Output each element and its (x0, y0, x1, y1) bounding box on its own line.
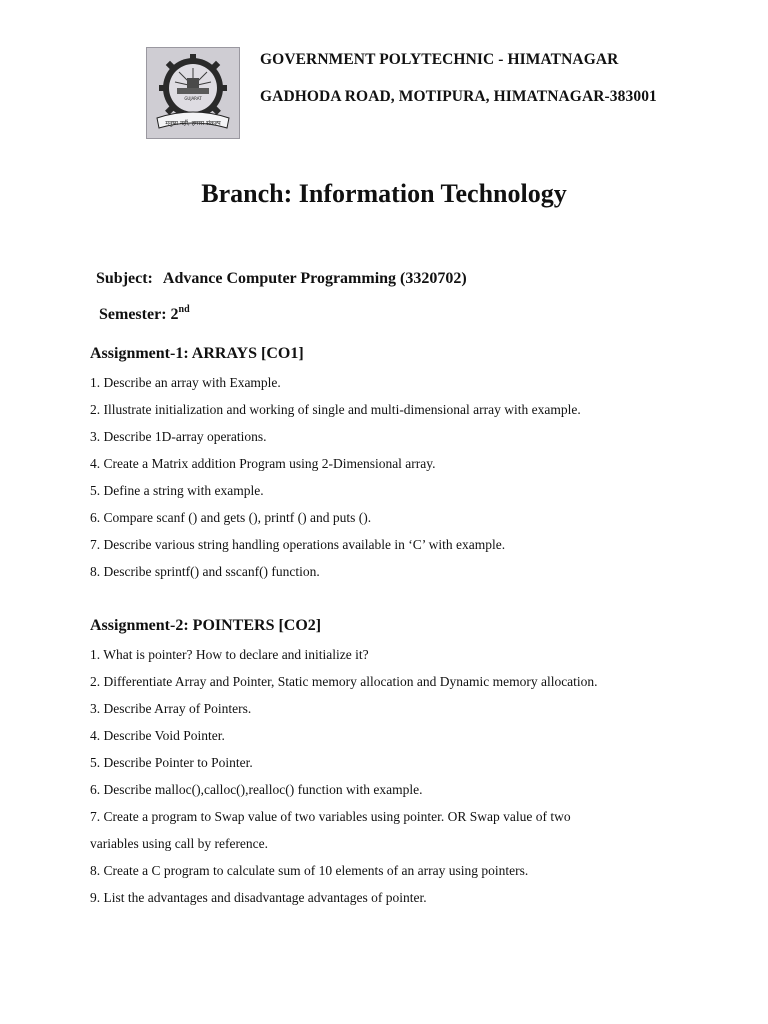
subject-value: Advance Computer Programming (3320702) (162, 270, 467, 287)
gear-emblem-icon (147, 48, 239, 138)
semester-suffix: nd (178, 304, 190, 315)
subject-label: Subject: (96, 270, 153, 287)
list-item: 6. Describe malloc(),calloc(),realloc() function with example. (90, 782, 423, 797)
subject-line (96, 270, 467, 288)
assignment-2-title: Assignment-2: POINTERS [CO2] (90, 617, 322, 634)
list-item: 9. List the advantages and disadvantage advantages of pointer. (90, 890, 427, 905)
list-item: 7. Describe various string handling operations available in ‘C’ with example. (90, 537, 506, 552)
list-item: 7. Create a program to Swap value of two variables using pointer. OR Swap value of two (90, 809, 571, 824)
assignment-1-title: Assignment-1: ARRAYS [CO1] (90, 345, 304, 362)
list-item: 8. Describe sprintf() and sscanf() function. (90, 564, 320, 579)
logo-motto: मनुष्य नहीं, हमारा संकल्प (165, 120, 221, 127)
assignment-1-list (90, 369, 730, 585)
list-item: 4. Create a Matrix addition Program using 2-Dimensional array. (90, 456, 436, 471)
institute-logo (146, 47, 240, 139)
list-item: 1. Describe an array with Example. (90, 375, 281, 390)
list-item: 6. Compare scanf () and gets (), printf () and puts (). (90, 510, 372, 525)
list-item: variables using call by reference. (90, 836, 269, 851)
list-item: 8. Create a C program to calculate sum of 10 elements of an array using pointers. (90, 863, 529, 878)
list-item: 2. Differentiate Array and Pointer, Static memory allocation and Dynamic memory allocation. (90, 674, 598, 689)
assignment-2-list (90, 641, 730, 911)
list-item: 3. Describe 1D-array operations. (90, 429, 267, 444)
list-item: 3. Describe Array of Pointers. (90, 701, 252, 716)
list-item: 2. Illustrate initialization and working of single and multi-dimensional array with example. (90, 402, 581, 417)
semester-label: Semester: 2 (99, 306, 179, 323)
list-item: 1. What is pointer? How to declare and initialize it? (90, 647, 369, 662)
semester-line (99, 306, 190, 324)
list-item: 5. Define a string with example. (90, 483, 264, 498)
list-item: 5. Describe Pointer to Pointer. (90, 755, 253, 770)
institute-name: GOVERNMENT POLYTECHNIC - HIMATNAGAR (260, 51, 619, 68)
logo-text: GUJARAT (184, 96, 202, 101)
branch-title: Branch: Information Technology (201, 179, 567, 208)
institute-address: GADHODA ROAD, MOTIPURA, HIMATNAGAR-383001 (260, 88, 657, 105)
list-item: 4. Describe Void Pointer. (90, 728, 225, 743)
